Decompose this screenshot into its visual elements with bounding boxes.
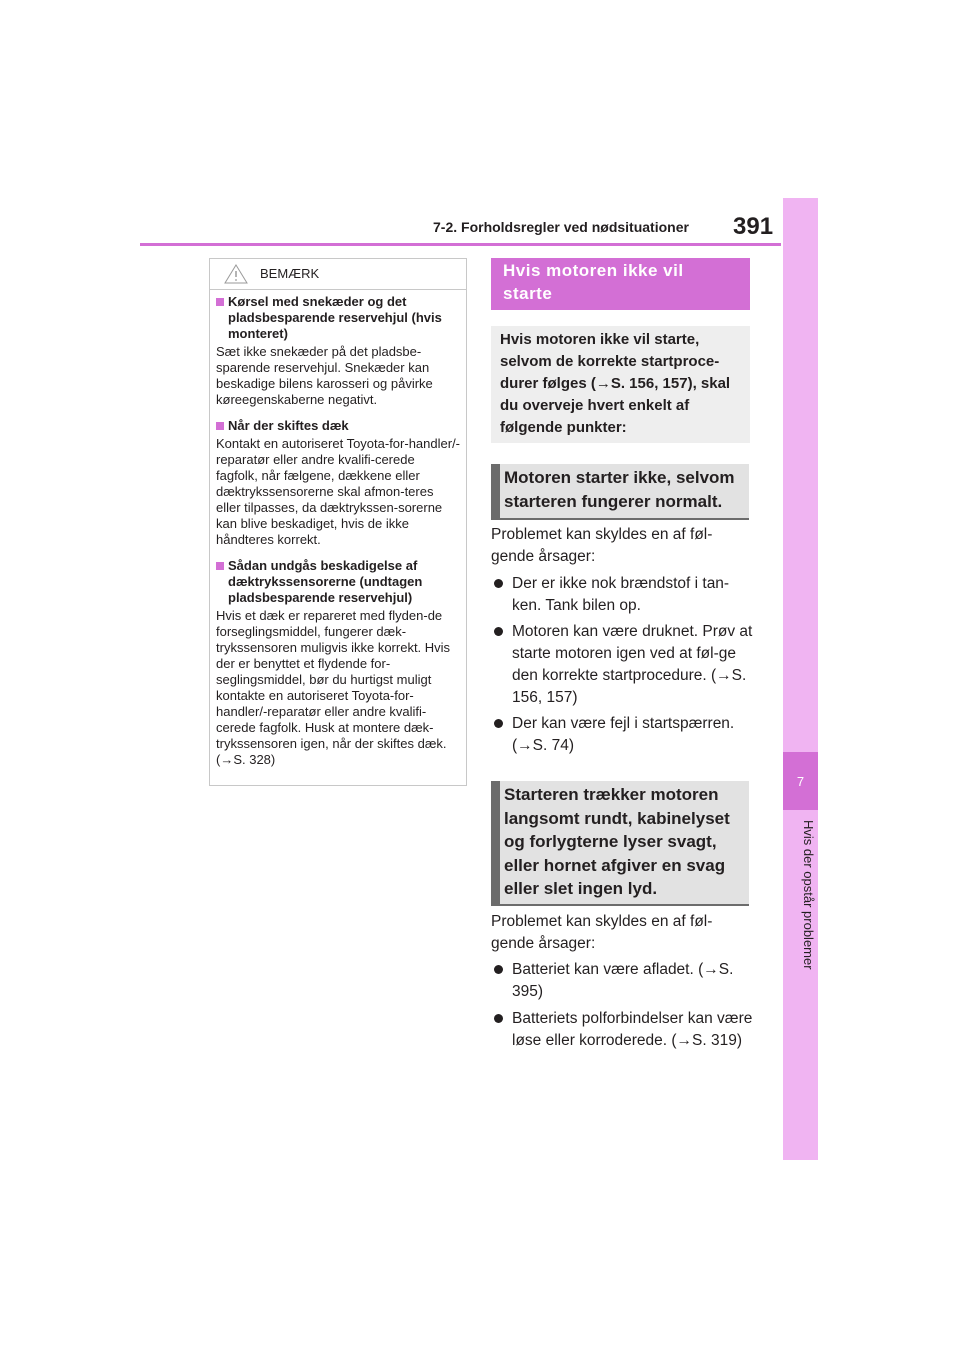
section1-heading: Motoren starter ikke, selvom starteren fungerer normalt. (491, 464, 749, 520)
main-heading: Hvis motoren ikke vil starte (491, 258, 750, 310)
bullet-dot-icon (494, 627, 503, 636)
square-bullet-icon (216, 422, 224, 430)
bullet-dot-icon (494, 579, 503, 588)
square-bullet-icon (216, 562, 224, 570)
notice-box (209, 258, 467, 786)
notice-text: Sæt ikke snekæder på det pladsbe-sparende reservehjul. Snekæder kan beskadige bilens karosseri og påvirke køreegenskaberne negativt. (216, 344, 433, 407)
list-item-text: Motoren kan være druknet. Prøv at starte motoren igen ved at føl-ge den korrekte startprocedure. (→S. 156, 157) (512, 623, 753, 706)
notice-body (210, 290, 466, 768)
list-item (491, 959, 753, 1003)
intro-box: Hvis motoren ikke vil starte, selvom de korrekte startproce-durer følges (→S. 156, 157), skal du overveje hvert enkelt af følgende punkter: (491, 326, 750, 443)
warning-triangle-icon (224, 264, 248, 284)
bullet-dot-icon (494, 719, 503, 728)
notice-title: BEMÆRK (260, 266, 320, 281)
chapter-number: 7 (783, 752, 818, 810)
notice-heading (216, 294, 460, 342)
list-item-text: Batteriets polforbindelser kan være løse eller korroderede. (→S. 319) (512, 1010, 753, 1049)
notice-heading (216, 418, 460, 434)
bullet-dot-icon (494, 965, 503, 974)
bullet-dot-icon (494, 1014, 503, 1023)
header-rule (140, 243, 781, 246)
notice-heading-text: Kørsel med snekæder og det pladsbesparende reservehjul (hvis monteret) (228, 294, 442, 341)
section1-lead: Problemet kan skyldes en af føl-gende årsager: (491, 526, 713, 565)
notice-header (210, 259, 466, 290)
square-bullet-icon (216, 298, 224, 306)
section2-lead: Problemet kan skyldes en af føl-gende årsager: (491, 913, 713, 952)
notice-heading-text: Sådan undgås beskadigelse af dæktrykssensorerne (undtagen pladsbesparende reservehjul) (228, 558, 423, 605)
list-item-text: Der kan være fejl i startspærren. (→S. 74) (512, 715, 735, 754)
page-number: 391 (733, 213, 774, 240)
notice-text: Hvis et dæk er repareret med flyden-de forseglingsmiddel, fungerer dæk-trykssensoren muligvis ikke korrekt. Hvis der er benyttet et flydende for-seglingsmiddel, bør du hurtigst muligt kontakte en autoriseret Toyota-for-handler/-reparatør eller andre kvalifi-cerede fagfolk. Husk at montere dæk-trykssensoren igen, når der skiftes dæk. (→S. 328) (216, 608, 451, 767)
list-item (491, 621, 753, 709)
list-item (491, 573, 753, 617)
notice-text: Kontakt en autoriseret Toyota-for-handler/-reparatør eller andre kvalifi-cerede fagfolk, når fælgene, dækkene eller dæktrykssensorerne skal afmon-teres eller tilpasses, da dæktrykssen-sorerne kan blive beskadiget, hvis de ikke håndteres korrekt. (216, 436, 461, 547)
list-item (491, 713, 753, 757)
notice-heading-text: Når der skiftes dæk (228, 418, 349, 433)
chapter-label: Hvis der opstår problemer (801, 820, 816, 970)
list-item-text: Batteriet kan være afladet. (→S. 395) (512, 961, 734, 1000)
notice-heading (216, 558, 460, 606)
section-title: 7-2. Forholdsregler ved nødsituationer (433, 219, 689, 235)
section2-heading: Starteren trækker motoren langsomt rundt, kabinelyset og forlygterne lyser svagt, eller hornet afgiver en svag eller slet ingen lyd. (491, 781, 749, 906)
list-item (491, 1008, 753, 1052)
list-item-text: Der er ikke nok brændstof i tan-ken. Tank bilen op. (512, 575, 730, 614)
